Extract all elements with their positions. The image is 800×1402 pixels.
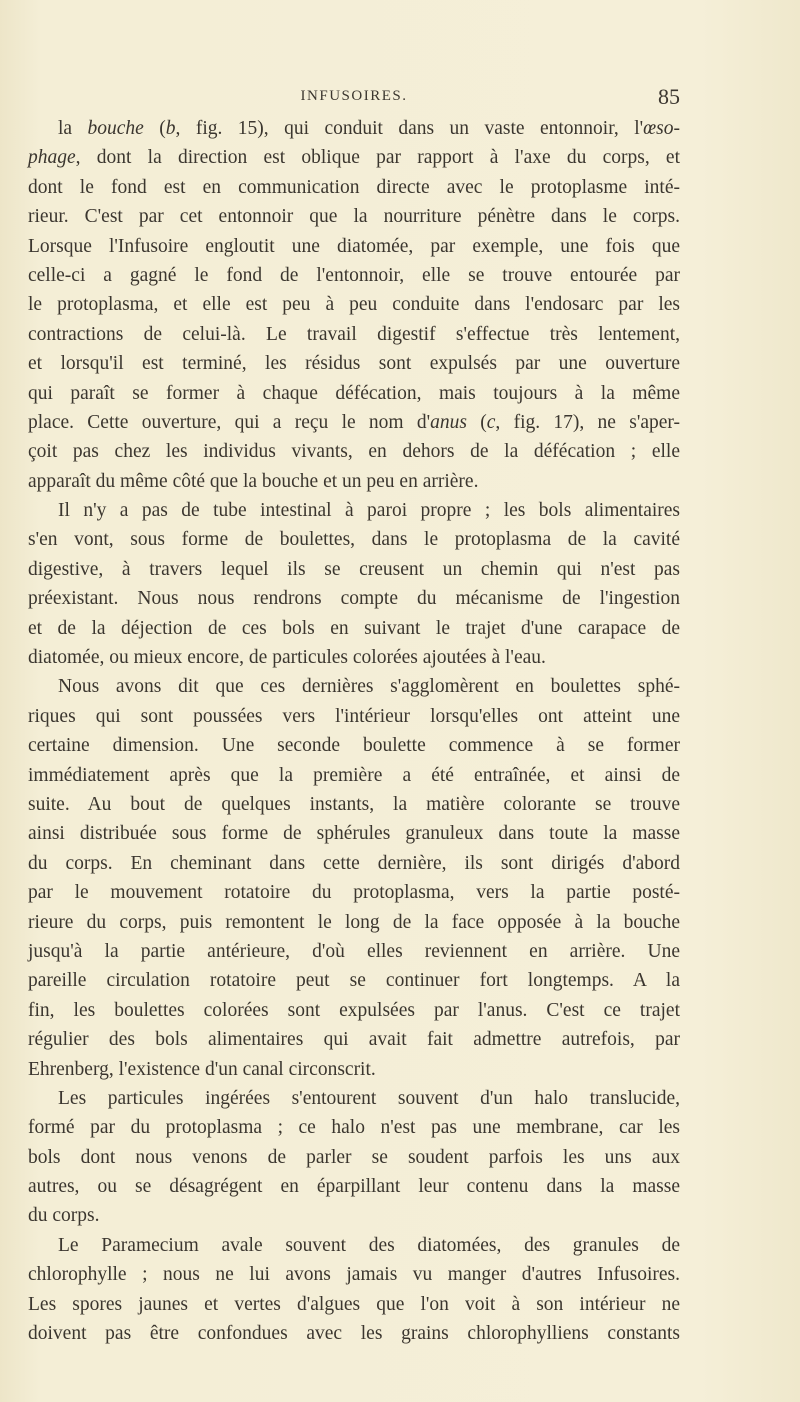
text-run: Nous avons dit que ces dernières s'agglomèrent en boulettes sphé- (58, 676, 680, 698)
text-line (28, 349, 680, 378)
text-run: autres, ou se désagrégent en éparpillant leur contenu dans la masse (28, 1176, 680, 1198)
text-run: Les particules ingérées s'entourent souvent d'un halo translucide, (58, 1087, 680, 1109)
text-run: diatomée, ou mieux encore, de particules colorées ajoutées à l'eau. (28, 647, 546, 669)
text-run: Lorsque l'Infusoire engloutit une diatomée, par exemple, une fois que (28, 235, 680, 257)
text-run: certaine dimension. Une seconde boulette commence à se former (28, 735, 680, 757)
italic-term: anus (430, 411, 467, 433)
text-run: du corps. (28, 1205, 100, 1227)
text-line (28, 1025, 680, 1054)
text-run: rieure du corps, puis remontent le long de la face opposée à la bouche (28, 911, 680, 933)
text-line (28, 143, 680, 172)
text-run: Les spores jaunes et vertes d'algues que l'on voit à son intérieur ne (28, 1293, 680, 1315)
text-line (28, 643, 680, 672)
text-line (28, 731, 680, 760)
text-run: Il n'y a pas de tube intestinal à paroi propre ; les bols alimentaires (58, 500, 680, 522)
text-line (28, 1172, 680, 1201)
text-run: ( (466, 411, 487, 433)
text-run: celle-ci a gagné le fond de l'entonnoir, elle se trouve entourée par (28, 264, 680, 286)
text-line (28, 937, 680, 966)
text-line (28, 614, 680, 643)
text-line (28, 672, 680, 701)
text-run: suite. Au bout de quelques instants, la matière colorante se trouve (28, 793, 680, 815)
running-head (28, 84, 680, 110)
text-line (28, 908, 680, 937)
text-line (28, 1143, 680, 1172)
text-line (28, 1201, 680, 1230)
text-run: Ehrenberg, l'existence d'un canal circonscrit. (28, 1058, 376, 1080)
text-line (28, 496, 680, 525)
text-run: par le mouvement rotatoire du protoplasma, vers la partie posté- (28, 882, 680, 904)
text-line (28, 1231, 680, 1260)
text-run: , dont la direction est oblique par rapport à l'axe du corps, et (75, 147, 680, 169)
text-line (28, 849, 680, 878)
italic-term: bouche (87, 118, 144, 139)
text-run: , fig. 15), qui conduit dans un vaste entonnoir, l' (175, 118, 644, 139)
text-line (28, 290, 680, 319)
text-line (28, 1319, 680, 1348)
text-run: riques qui sont poussées vers l'intérieur lorsqu'elles ont atteint une (28, 705, 680, 727)
text-run: fin, les boulettes colorées sont expulsées par l'anus. C'est ce trajet (28, 999, 680, 1021)
text-line (28, 408, 680, 437)
text-run: , fig. 17), ne s'aper- (495, 411, 680, 433)
text-run: ( (143, 118, 166, 139)
text-run: chlorophylle ; nous ne lui avons jamais vu manger d'autres Infusoires. (28, 1264, 680, 1286)
text-line (28, 1055, 680, 1084)
text-line (28, 555, 680, 584)
text-run: et lorsqu'il est terminé, les résidus sont expulsés par une ouverture (28, 353, 680, 375)
italic-term: œso- (643, 118, 681, 139)
text-line (28, 261, 680, 290)
text-line (28, 1084, 680, 1113)
text-run: immédiatement après que la première a été entraînée, et ainsi de (28, 764, 680, 786)
text-line (28, 790, 680, 819)
text-run: rieur. C'est par cet entonnoir que la nourriture pénètre dans le corps. (28, 206, 680, 228)
chapter-title: INFUSOIRES. (300, 88, 408, 104)
text-line (28, 202, 680, 231)
italic-term: b (165, 118, 176, 139)
text-line (28, 437, 680, 466)
text-line (28, 819, 680, 848)
text-line (28, 1113, 680, 1142)
text-run: Le Paramecium avale souvent des diatomées, des granules de (58, 1234, 680, 1256)
text-run: pareille circulation rotatoire peut se continuer fort longtemps. A la (28, 970, 680, 992)
text-run: régulier des bols alimentaires qui avait fait admettre autrefois, par (28, 1029, 680, 1051)
italic-term: phage (28, 147, 76, 169)
text-line (28, 1290, 680, 1319)
text-run: et de la déjection de ces bols en suivant le trajet d'une carapace de (28, 617, 680, 639)
text-line (28, 878, 680, 907)
text-run: digestive, à travers lequel ils se creusent un chemin qui n'est pas (28, 558, 680, 580)
text-line (28, 173, 680, 202)
text-run: contractions de celui-là. Le travail digestif s'effectue très lentement, (28, 323, 680, 345)
text-run: doivent pas être confondues avec les grains chlorophylliens constants (28, 1323, 680, 1345)
text-run: formé par du protoplasma ; ce halo n'est pas une membrane, car les (28, 1117, 680, 1139)
text-run: ainsi distribuée sous forme de sphérules granuleux dans toute la masse (28, 823, 680, 845)
text-line (28, 114, 680, 143)
text-run: dont le fond est en communication directe avec le protoplasme inté- (28, 176, 680, 198)
text-line (28, 761, 680, 790)
page-number: 85 (658, 84, 680, 109)
text-run: préexistant. Nous nous rendrons compte du mécanisme de l'ingestion (28, 588, 680, 610)
text-run: le protoplasma, et elle est peu à peu conduite dans l'endosarc par les (28, 294, 680, 316)
text-line (28, 996, 680, 1025)
text-line (28, 232, 680, 261)
text-run: du corps. En cheminant dans cette dernière, ils sont dirigés d'abord (28, 852, 680, 874)
text-run: bols dont nous venons de parler se soudent parfois les uns aux (28, 1146, 680, 1168)
text-run: s'en vont, sous forme de boulettes, dans le protoplasma de la cavité (28, 529, 680, 551)
text-line (28, 467, 680, 496)
body-text (28, 114, 680, 1348)
text-line (28, 525, 680, 554)
text-line (28, 702, 680, 731)
text-line (28, 379, 680, 408)
text-run: çoit pas chez les individus vivants, en dehors de la défécation ; elle (28, 441, 680, 463)
text-line (28, 966, 680, 995)
text-line (28, 320, 680, 349)
text-run: jusqu'à la partie antérieure, d'où elles reviennent en arrière. Une (28, 940, 680, 962)
text-run: place. Cette ouverture, qui a reçu le nom d' (28, 411, 431, 433)
text-run: la (58, 118, 88, 139)
text-line (28, 584, 680, 613)
text-run: apparaît du même côté que la bouche et un peu en arrière. (28, 470, 479, 492)
text-run: qui paraît se former à chaque défécation, mais toujours à la même (28, 382, 680, 404)
italic-term: c (486, 411, 496, 433)
text-line (28, 1260, 680, 1289)
